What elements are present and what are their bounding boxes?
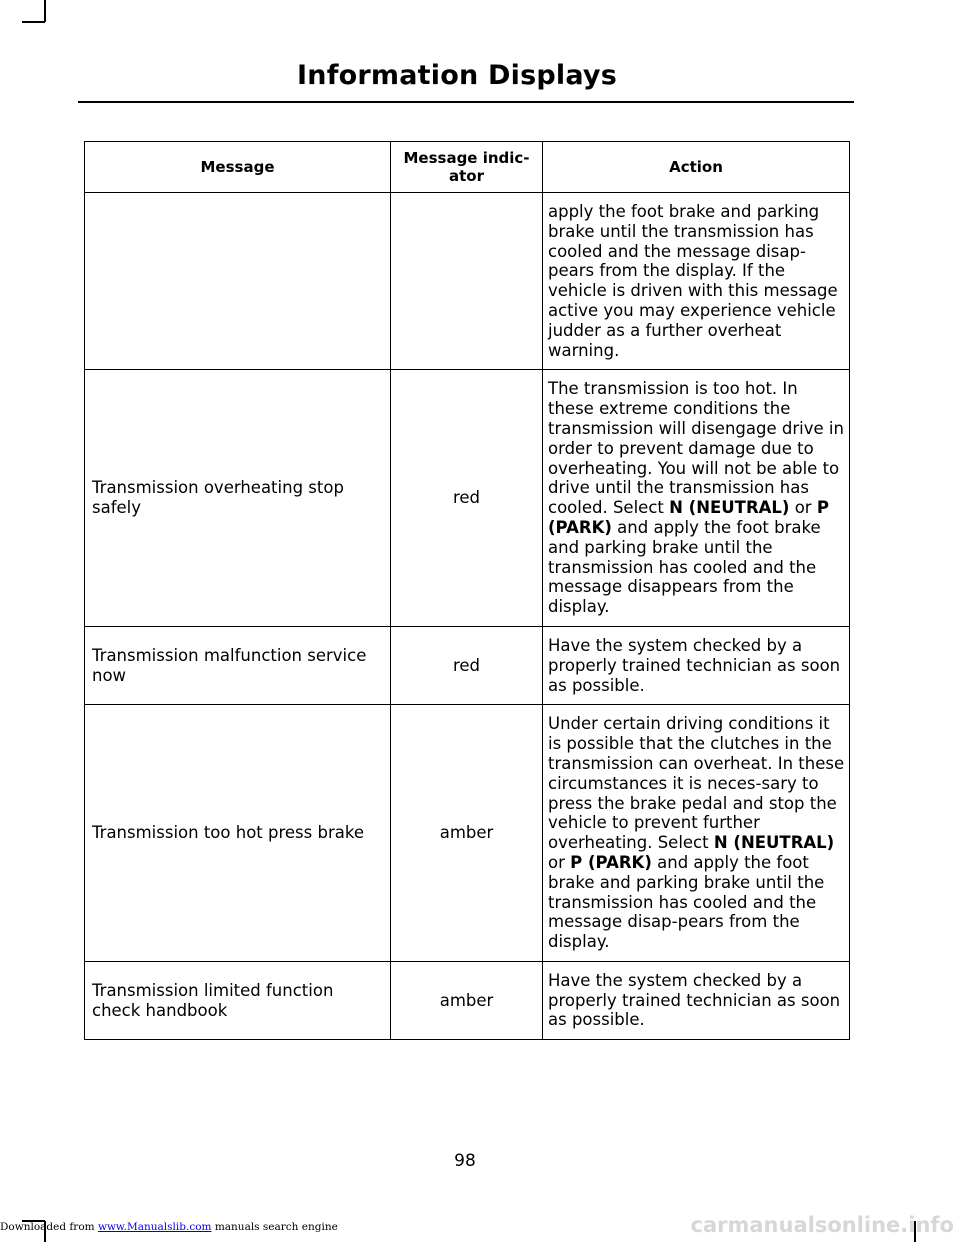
- table-row: [85, 193, 850, 370]
- action-text: and apply the foot brake and parking brake until the transmission has cooled and the message disap-pears from the display.: [548, 852, 825, 952]
- action-cell: [543, 705, 850, 962]
- column-header-indicator: [391, 142, 543, 193]
- action-text: Under certain driving conditions it is possible that the clutches in the transmission can overheat. In these circumstances it is neces-sary to press the brake pedal and stop the vehicle to prevent further overheating. Select: [548, 714, 845, 853]
- table-header-row: [85, 142, 850, 193]
- action-cell: [543, 961, 850, 1039]
- footer-prefix: Downloaded from: [0, 1221, 98, 1233]
- manualslib-link[interactable]: www.Manualslib.com: [97, 1221, 212, 1233]
- message-cell: Transmission malfunction service now: [85, 626, 391, 704]
- table-row: [85, 626, 850, 704]
- action-text: and apply the foot brake and parking brake until the transmission has cooled and the message disappears from the display.: [548, 517, 821, 617]
- column-header-indicator-line: ator: [449, 167, 484, 185]
- action-text: Have the system checked by a properly trained technician as soon as possible.: [548, 970, 841, 1030]
- action-keyword: P (PARK): [548, 498, 829, 537]
- message-cell: [85, 193, 391, 370]
- action-cell: [543, 370, 850, 627]
- download-footer: [0, 1221, 338, 1233]
- table-row: [85, 370, 850, 627]
- message-cell: Transmission limited function check handbook: [85, 961, 391, 1039]
- page-number: 98: [454, 1151, 476, 1171]
- table-row: [85, 705, 850, 962]
- message-cell: Transmission too hot press brake: [85, 705, 391, 962]
- crop-mark-top-left-v: [44, 0, 46, 22]
- indicator-cell: red: [391, 626, 543, 704]
- action-keyword: N (NEUTRAL): [669, 498, 790, 518]
- table-row: [85, 961, 850, 1039]
- action-text: or: [548, 852, 571, 872]
- action-text: or: [789, 498, 817, 518]
- indicator-cell: amber: [391, 961, 543, 1039]
- action-text: The transmission is too hot. In these extreme conditions the transmission will disengage drive in order to prevent damage due to overheating. You will not be able to drive until the transmission has cooled. Select: [548, 379, 844, 518]
- column-header-indicator-line: Message indic-: [403, 149, 530, 167]
- title-divider: [78, 101, 854, 103]
- action-cell: [543, 193, 850, 370]
- action-text: apply the foot brake and parking brake until the transmission has cooled and the message disap-pears from the display. If the vehicle is driven with this message active you may experience vehicle judder as a further overheat warning.: [548, 202, 838, 360]
- column-header-message: Message: [85, 142, 391, 193]
- indicator-cell: amber: [391, 705, 543, 962]
- page-title: Information Displays: [297, 60, 617, 91]
- action-keyword: N (NEUTRAL): [713, 833, 835, 853]
- crop-mark-top-left-h: [22, 21, 45, 23]
- watermark-logo: carmanualsonline.info: [690, 1213, 954, 1237]
- footer-suffix: manuals search engine: [211, 1221, 338, 1233]
- message-table: [84, 141, 850, 1040]
- message-cell: Transmission overheating stop safely: [85, 370, 391, 627]
- action-keyword: P (PARK): [570, 852, 652, 872]
- indicator-cell: red: [391, 370, 543, 627]
- action-cell: [543, 626, 850, 704]
- column-header-action: Action: [543, 142, 850, 193]
- action-text: Have the system checked by a properly trained technician as soon as possible.: [548, 635, 841, 695]
- indicator-cell: [391, 193, 543, 370]
